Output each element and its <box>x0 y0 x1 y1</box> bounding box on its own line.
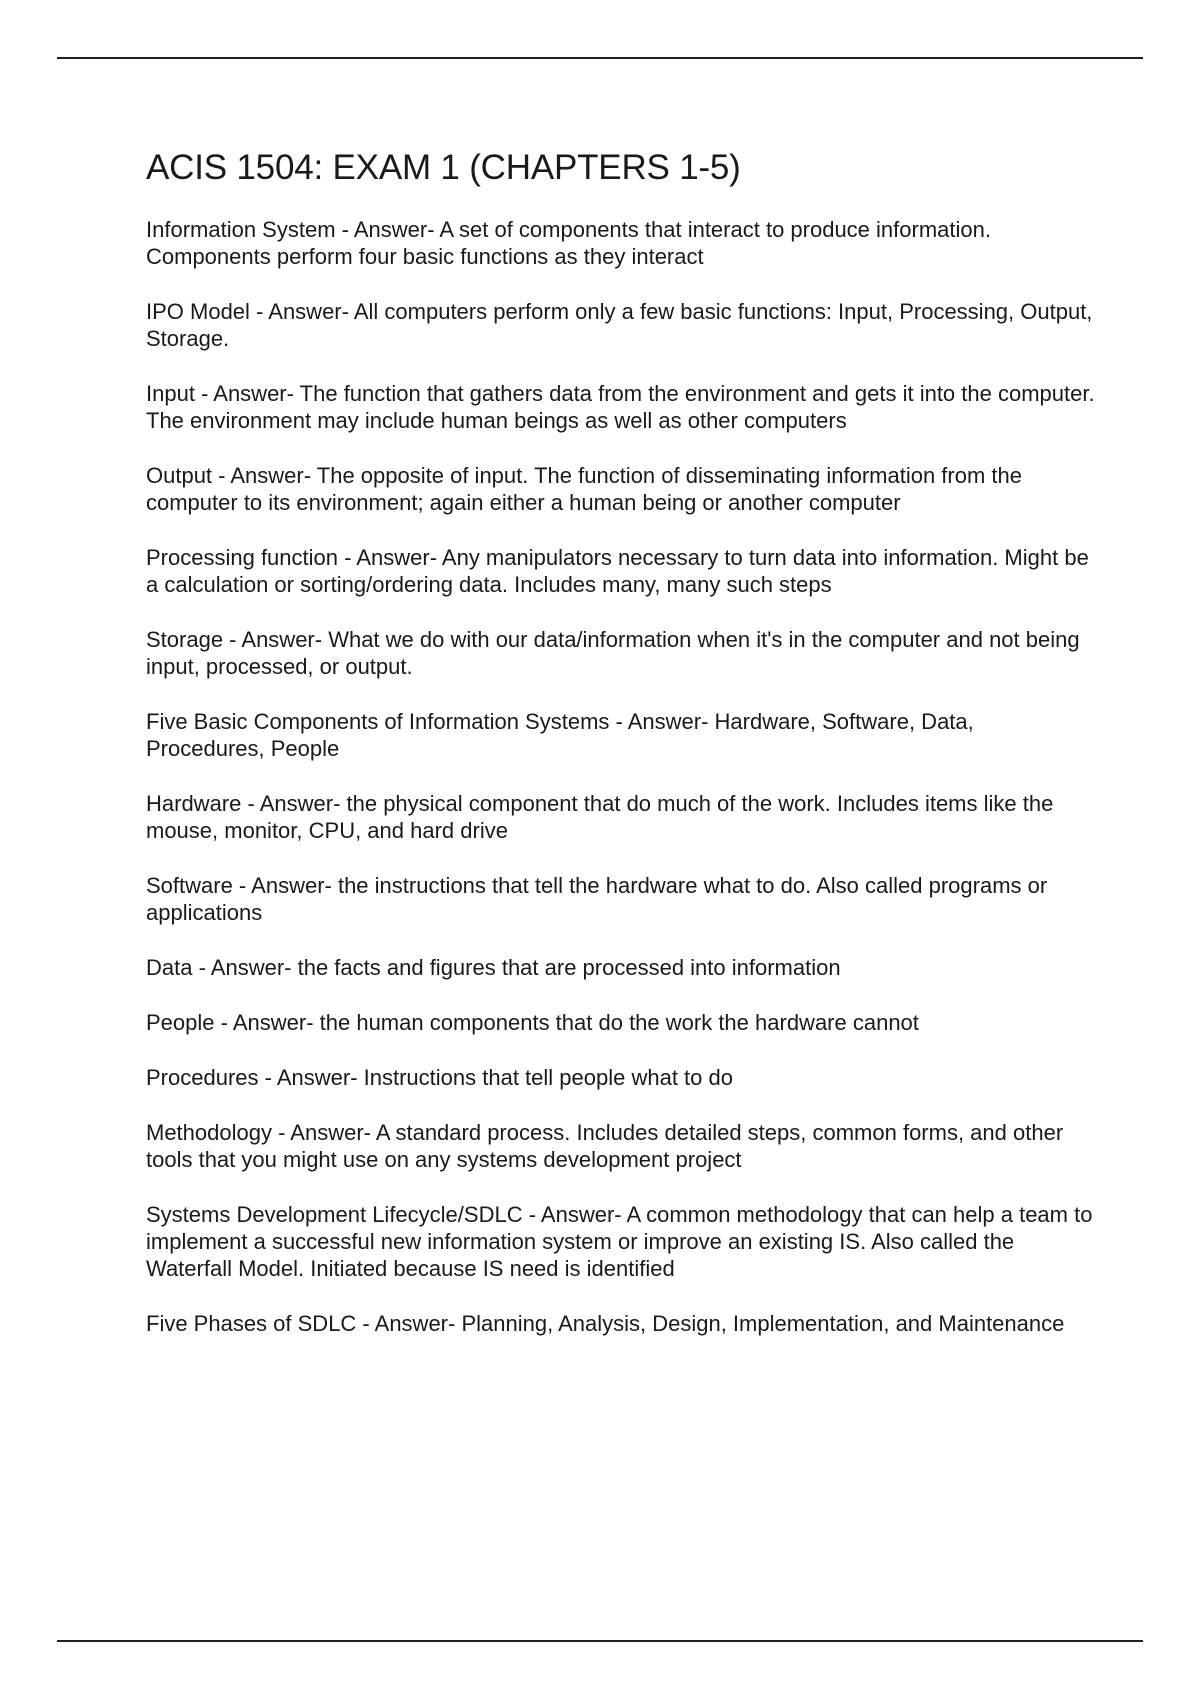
entry-output: Output - Answer- The opposite of input. The function of disseminating information from the computer to its environment; again either a human being or another computer <box>146 463 1022 515</box>
entry-information-system: Information System - Answer- A set of components that interact to produce information. Components perform four basic functions as they interact <box>146 217 991 269</box>
entry-software: Software - Answer- the instructions that tell the hardware what to do. Also called programs or applications <box>146 873 1048 925</box>
entry-hardware: Hardware - Answer- the physical component that do much of the work. Includes items like the mouse, monitor, CPU, and hard drive <box>146 791 1054 843</box>
document-title: ACIS 1504: EXAM 1 (CHAPTERS 1-5) <box>146 148 741 187</box>
entry-storage: Storage - Answer- What we do with our data/information when it's in the computer and not being input, processed, or output. <box>146 627 1080 679</box>
entry-ipo-model: IPO Model - Answer- All computers perform only a few basic functions: Input, Processing, Output, Storage. <box>146 299 1093 351</box>
top-rule <box>57 57 1143 59</box>
bottom-rule <box>57 1640 1143 1642</box>
entry-data: Data - Answer- the facts and figures that are processed into information <box>146 955 841 980</box>
entry-procedures: Procedures - Answer- Instructions that tell people what to do <box>146 1065 733 1090</box>
entry-five-basic-components: Five Basic Components of Information Systems - Answer- Hardware, Software, Data, Procedures, People <box>146 709 974 761</box>
entry-people: People - Answer- the human components that do the work the hardware cannot <box>146 1010 919 1035</box>
entry-input: Input - Answer- The function that gathers data from the environment and gets it into the computer. The environment may include human beings as well as other computers <box>146 381 1095 433</box>
entry-methodology: Methodology - Answer- A standard process. Includes detailed steps, common forms, and other tools that you might use on any systems development project <box>146 1120 1064 1172</box>
entry-five-phases-sdlc: Five Phases of SDLC - Answer- Planning, Analysis, Design, Implementation, and Maintenance <box>146 1311 1065 1336</box>
document-body <box>146 142 1096 1365</box>
entry-sdlc: Systems Development Lifecycle/SDLC - Answer- A common methodology that can help a team to implement a successful new information system or improve an existing IS. Also called the Waterfall Model. Initiated because IS need is identified <box>146 1202 1093 1281</box>
entry-processing-function: Processing function - Answer- Any manipulators necessary to turn data into information. Might be a calculation or sorting/ordering data. Includes many, many such steps <box>146 545 1089 597</box>
